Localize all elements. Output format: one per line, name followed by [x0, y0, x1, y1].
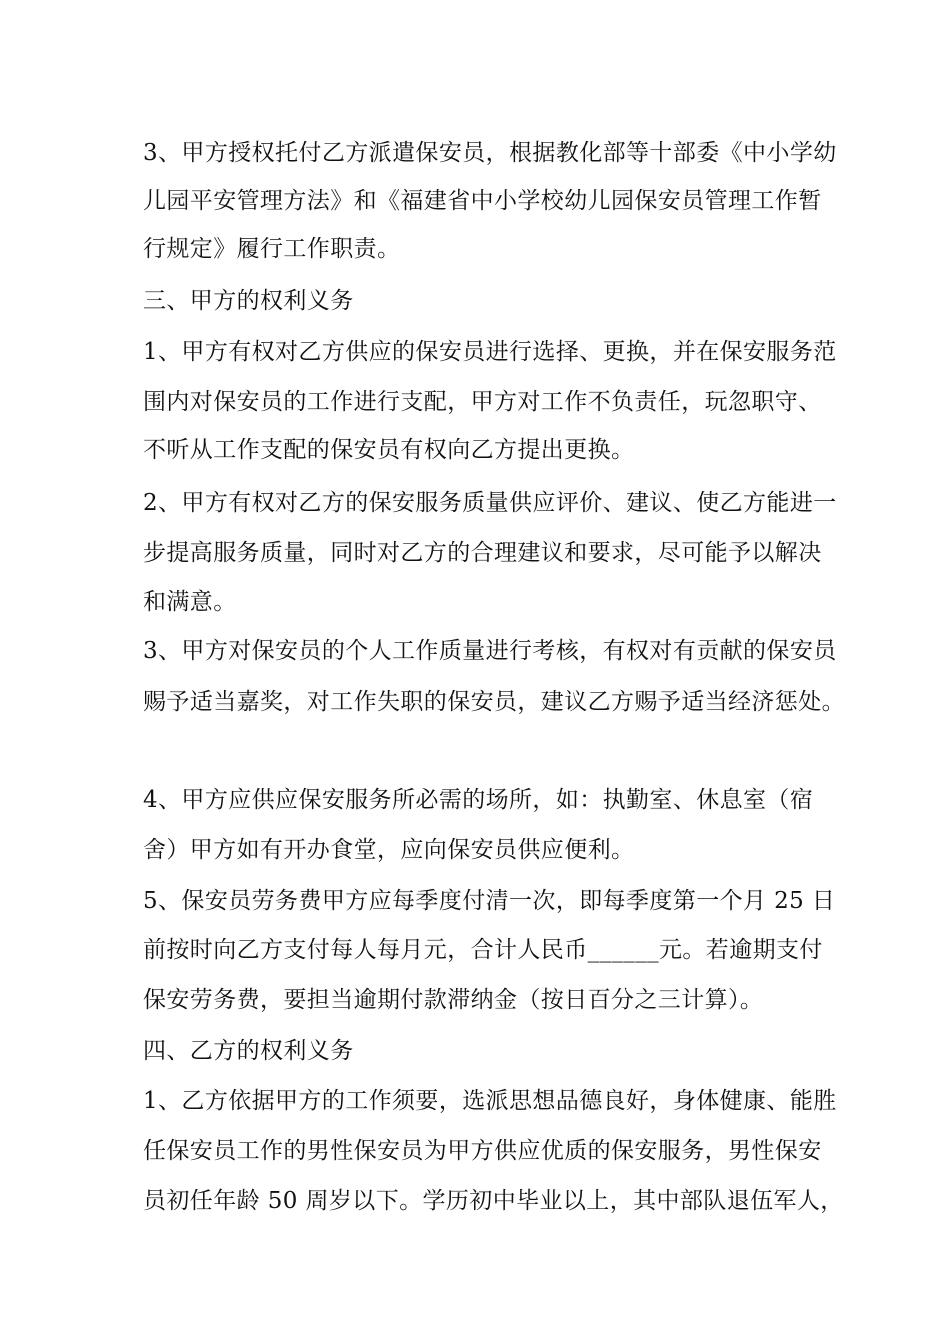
text-line: 1、乙方依据甲方的工作须要，选派思想品德良好，身体健康、能胜 [143, 1088, 837, 1114]
text-line: 赐予适当嘉奖，对工作失职的保安员，建议乙方赐予适当经济惩处。 [143, 689, 845, 715]
text-line: 3、甲方授权托付乙方派遣保安员，根据教化部等十部委《中小学幼 [143, 140, 837, 166]
text-line: 3、甲方对保安员的个人工作质量进行考核，有权对有贡献的保安员 [143, 638, 837, 664]
text-line: 行规定》履行工作职责。 [143, 236, 401, 262]
text-line: 4、甲方应供应保安服务所必需的场所，如：执勤室、休息室（宿 [143, 787, 814, 813]
text-line: 员初任年龄 50 周岁以下。学历初中毕业以上，其中部队退伍军人， [143, 1188, 844, 1214]
text-line: 前按时向乙方支付每人每月元，合计人民币______元。若逾期支付 [143, 937, 823, 963]
section-heading: 三、甲方的权利义务 [143, 288, 354, 314]
text-line: 和满意。 [143, 589, 237, 615]
text-line: 儿园平安管理方法》和《福建省中小学校幼儿园保安员管理工作暂 [143, 188, 822, 214]
text-line: 任保安员工作的男性保安员为甲方供应优质的保安服务，男性保安 [143, 1138, 822, 1164]
text-line: 1、甲方有权对乙方供应的保安员进行选择、更换，并在保安服务范 [143, 339, 837, 365]
text-line: 围内对保安员的工作进行支配，甲方对工作不负责任，玩忽职守、 [143, 389, 822, 415]
text-line: 2、甲方有权对乙方的保安服务质量供应评价、建议、使乙方能进一 [143, 490, 837, 516]
text-line: 保安劳务费，要担当逾期付款滞纳金（按日百分之三计算）。 [143, 987, 764, 1013]
section-heading: 四、乙方的权利义务 [143, 1038, 354, 1064]
text-line: 5、保安员劳务费甲方应每季度付清一次，即每季度第一个月 25 日 [143, 888, 836, 914]
text-line: 舍）甲方如有开办食堂，应向保安员供应便利。 [143, 837, 635, 863]
text-line: 不听从工作支配的保安员有权向乙方提出更换。 [143, 437, 635, 463]
text-line: 步提高服务质量，同时对乙方的合理建议和要求，尽可能予以解决 [143, 540, 822, 566]
